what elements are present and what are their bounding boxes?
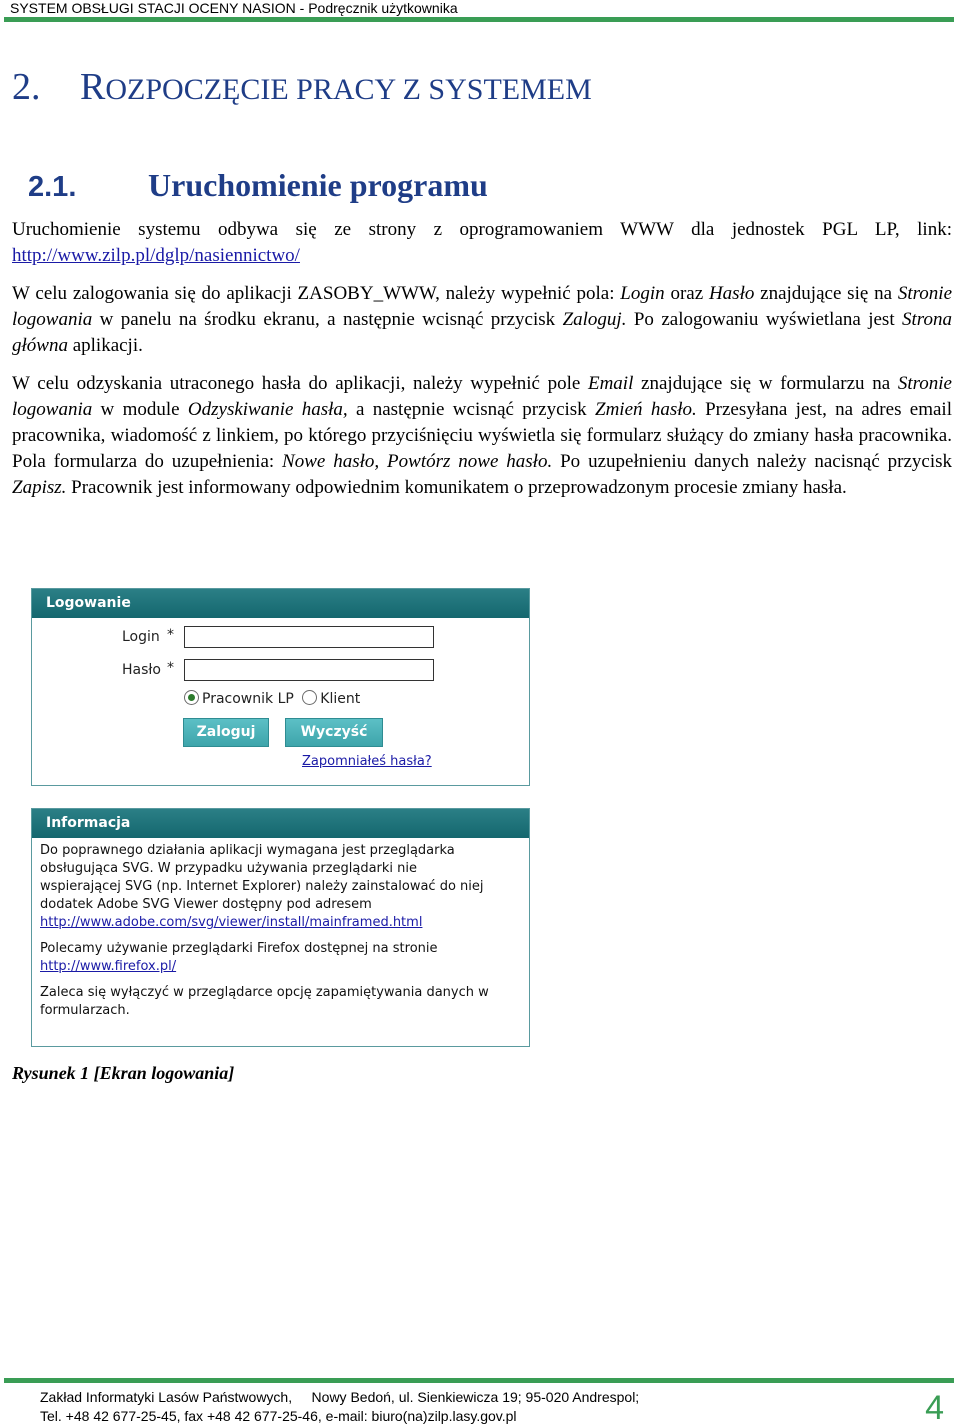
- p3-text-c: w module: [92, 399, 188, 420]
- p3-text-a: W celu odzyskania utraconego hasła do aplikacji, należy wypełnić pole: [12, 373, 588, 394]
- p3-text-e: Przesyłana jest, na adres email pracownika, wiadomość z linkiem, po którego przyciśnięciu wyświetla się formularz służący do zmiany hasła pracownika. Pola formularza do uzupełnienia:: [12, 399, 952, 472]
- password-label: Hasło: [122, 662, 161, 678]
- p3-zapisz: Zapisz.: [12, 477, 67, 498]
- p3-email: Email: [587, 373, 634, 394]
- chapter-title-rest: OZPOCZĘCIE PRACY Z SYSTEMEM: [105, 73, 592, 106]
- p3-stronie: Stronie logowania: [12, 373, 952, 420]
- radio-client-label: Klient: [320, 691, 361, 707]
- header-rule: [4, 17, 954, 22]
- p2-stronie: Stronie logowania: [12, 283, 953, 330]
- info-block-firefox: [40, 940, 521, 976]
- paragraph-2: [12, 281, 952, 359]
- info-line: Polecamy używanie przeglądarki Firefox dostępnej na stronie: [40, 941, 438, 956]
- p3-text-g: Pracownik jest informowany odpowiednim komunikatem o przeprowadzonym procesie zmiany hasła.: [66, 477, 847, 498]
- info-line: formularzach.: [40, 1003, 130, 1018]
- user-type-radios: [184, 690, 360, 707]
- figure-caption: Rysunek 1 [Ekran logowania]: [12, 1063, 235, 1083]
- p3-nowe: Nowe hasło, Powtórz nowe hasło.: [282, 451, 553, 472]
- footer-rule: [4, 1378, 954, 1383]
- p3-text-d: a następnie wcisnąć przycisk: [347, 399, 595, 420]
- info-panel-body: [32, 838, 529, 1020]
- p2-login: Login: [620, 283, 665, 304]
- footer: [40, 1388, 639, 1426]
- info-block-svg: [40, 842, 521, 932]
- paragraph-1: [12, 217, 952, 269]
- info-line: obsługująca SVG. W przypadku używania przeglądarki nie: [40, 861, 418, 876]
- p2-text-f: aplikacji.: [67, 335, 143, 356]
- nasiennictwo-link[interactable]: http://www.zilp.pl/dglp/nasiennictwo/: [12, 245, 300, 266]
- clear-button[interactable]: Wyczyść: [285, 718, 383, 747]
- firefox-link[interactable]: http://www.firefox.pl/: [40, 959, 177, 974]
- chapter-title-initial: R: [80, 66, 106, 108]
- running-head: [0, 0, 960, 22]
- p3-text-f: Po uzupełnieniu danych należy nacisnąć przycisk: [552, 451, 953, 472]
- adobe-svg-link[interactable]: http://www.adobe.com/svg/viewer/install/mainframed.html: [40, 915, 423, 930]
- login-button[interactable]: Zaloguj: [183, 718, 269, 747]
- section-title: Uruchomienie programu: [148, 167, 488, 203]
- p3-odzysk: Odzyskiwanie hasła,: [187, 399, 348, 420]
- chapter-number: 2.: [12, 66, 41, 108]
- info-block-forms: [40, 984, 521, 1020]
- p2-strona: Strona główna: [12, 309, 952, 356]
- radio-employee[interactable]: [184, 690, 199, 705]
- login-panel-title: Logowanie: [32, 589, 529, 618]
- password-input[interactable]: [184, 659, 434, 681]
- login-required-mark: *: [167, 627, 174, 643]
- login-input[interactable]: [184, 626, 434, 648]
- p2-haslo: Hasło: [708, 283, 755, 304]
- p2-text-a: W celu zalogowania się do aplikacji ZASOBY_WWW, należy wypełnić pola:: [12, 283, 621, 304]
- info-line: Zaleca się wyłączyć w przeglądarce opcję zapamiętywania danych w: [40, 985, 489, 1000]
- info-line: Do poprawnego działania aplikacji wymagana jest przeglądarka: [40, 843, 455, 858]
- login-panel: [31, 588, 530, 786]
- p2-text-d: w panelu na środku ekranu, a następnie wcisnąć przycisk: [92, 309, 563, 330]
- info-panel-title: Informacja: [32, 809, 529, 838]
- p3-text-b: znajdujące się w formularzu na: [633, 373, 898, 394]
- page-number: 4: [925, 1389, 944, 1427]
- p2-text-b: oraz: [664, 283, 709, 304]
- footer-line-1: Zakład Informatyki Lasów Państwowych, Nowy Bedoń, ul. Sienkiewicza 19; 95-020 Andrespol;: [40, 1389, 640, 1405]
- p2-text-c: znajdujące się na: [754, 283, 898, 304]
- section-heading: [28, 167, 488, 204]
- info-line: dodatek Adobe SVG Viewer dostępny pod adresem: [40, 897, 372, 912]
- section-number: 2.1.: [28, 171, 77, 203]
- p2-zaloguj: Zaloguj.: [562, 309, 627, 330]
- radio-client[interactable]: [302, 690, 317, 705]
- password-required-mark: *: [167, 660, 174, 676]
- login-label: Login: [122, 629, 160, 645]
- forgot-password-link[interactable]: Zapomniałeś hasła?: [302, 754, 432, 769]
- chapter-heading: [12, 62, 592, 115]
- p2-text-e: Po zalogowaniu wyświetlana jest: [626, 309, 903, 330]
- paragraph-1-text: Uruchomienie systemu odbywa się ze strony z oprogramowaniem WWW dla jednostek PGL LP, link:: [12, 219, 952, 240]
- info-panel: [31, 808, 530, 1047]
- p3-zmien: Zmień hasło.: [595, 399, 697, 420]
- running-head-title: SYSTEM OBSŁUGI STACJI OCENY NASION - Podręcznik użytkownika: [10, 0, 458, 16]
- paragraph-3: [12, 371, 952, 501]
- radio-employee-label: Pracownik LP: [202, 691, 294, 707]
- footer-line-2: Tel. +48 42 677-25-45, fax +48 42 677-25-46, e-mail: biuro(na)zilp.lasy.gov.pl: [40, 1408, 517, 1424]
- info-line: wspierającej SVG (np. Internet Explorer) należy zainstalować do niej: [40, 879, 484, 894]
